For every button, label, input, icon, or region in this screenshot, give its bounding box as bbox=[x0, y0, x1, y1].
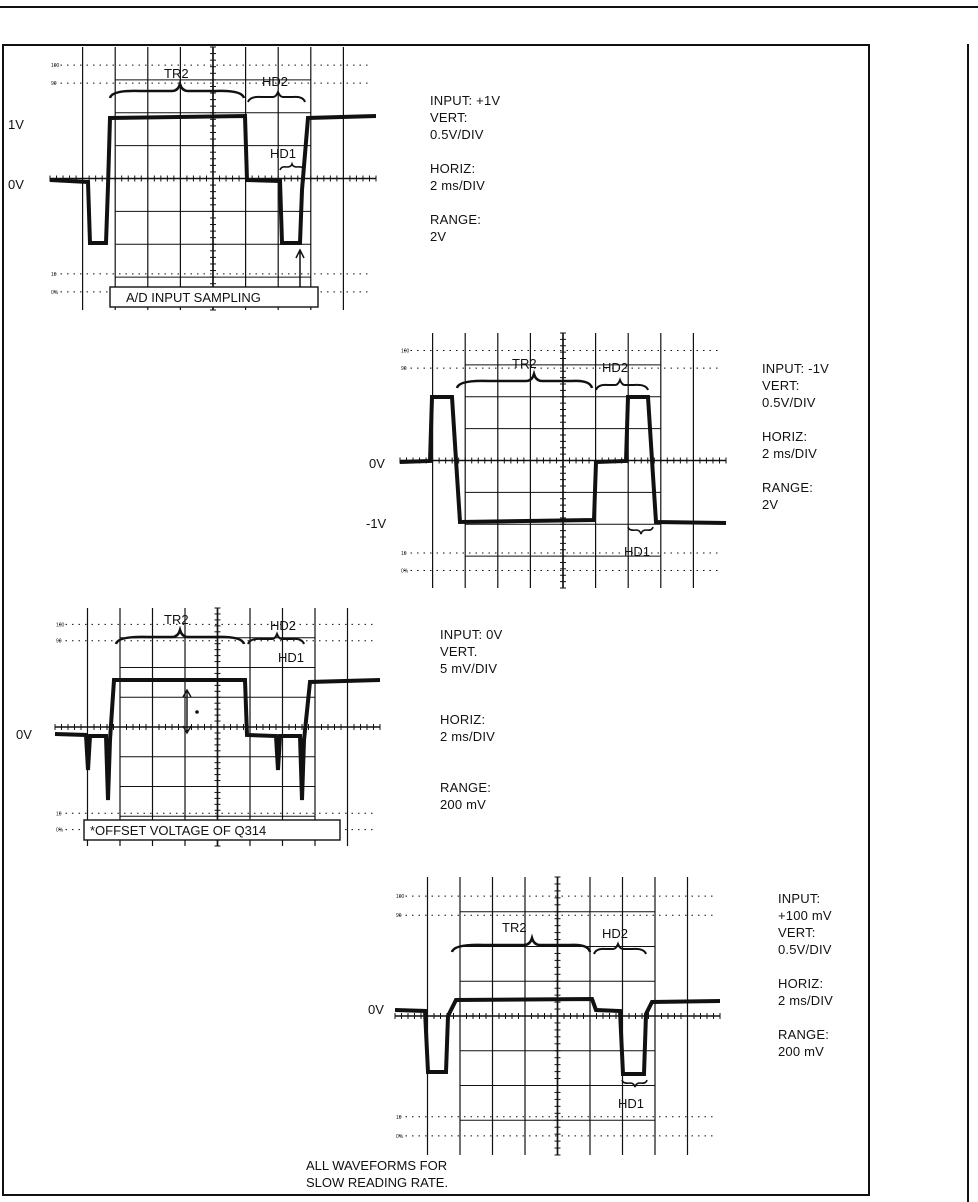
hd2-label: HD2 bbox=[602, 926, 629, 941]
graticule-percent-mark: 100 bbox=[396, 894, 405, 901]
graticule-percent-mark: 10 bbox=[396, 1114, 402, 1121]
graticule-zero bbox=[55, 608, 380, 846]
vert-value: 0.5V/DIV bbox=[778, 942, 832, 957]
hd2-label: HD2 bbox=[270, 618, 297, 633]
level-label-1v: 1V bbox=[8, 117, 24, 132]
graticule-percent-mark: 10 bbox=[51, 271, 57, 278]
range-value: 200 mV bbox=[778, 1044, 825, 1059]
scope-plus1v bbox=[50, 47, 376, 310]
footer-line-2: SLOW READING RATE. bbox=[306, 1175, 449, 1190]
horiz-label: HORIZ: bbox=[762, 429, 808, 444]
level-label-minus1v: -1V bbox=[366, 516, 387, 531]
footer-note bbox=[306, 1157, 448, 1191]
horiz-value: 2 ms/DIV bbox=[440, 729, 496, 744]
settings-zero bbox=[440, 626, 502, 813]
scope-minus1v bbox=[400, 333, 726, 588]
graticule-minus1v bbox=[400, 333, 726, 588]
scope-zero bbox=[55, 608, 380, 846]
input-value: INPUT: -1V bbox=[762, 361, 830, 376]
hd1-label: HD1 bbox=[618, 1096, 645, 1111]
level-label-0v: 0V bbox=[8, 177, 24, 192]
tr2-label: TR2 bbox=[512, 356, 537, 371]
graticule-percent-mark: 90 bbox=[396, 913, 402, 920]
brace-tr2-plus1v bbox=[110, 84, 244, 98]
vert-label: VERT. bbox=[440, 644, 478, 659]
hd1-label: HD1 bbox=[278, 650, 305, 665]
brace-hd2-minus1v bbox=[596, 380, 648, 390]
brace-hd2-plus100mv bbox=[594, 944, 646, 954]
hd2-label: HD2 bbox=[262, 74, 289, 89]
caption-offset: *OFFSET VOLTAGE OF Q314 bbox=[90, 823, 267, 838]
range-value: 2V bbox=[762, 497, 779, 512]
brace-hd1-plus1v bbox=[280, 164, 304, 170]
input-label: INPUT: bbox=[778, 891, 821, 906]
vert-value: 5 mV/DIV bbox=[440, 661, 498, 676]
input-value: INPUT: +1V bbox=[430, 93, 501, 108]
scope-plus100mv bbox=[395, 877, 720, 1155]
tr2-label: TR2 bbox=[502, 920, 527, 935]
range-label: RANGE: bbox=[762, 480, 814, 495]
level-label-0v: 0V bbox=[368, 1002, 384, 1017]
graticule-percent-mark: 90 bbox=[401, 366, 407, 373]
hd1-label: HD1 bbox=[624, 544, 651, 559]
graticule-percent-mark: 10 bbox=[56, 811, 62, 818]
input-value: INPUT: 0V bbox=[440, 627, 503, 642]
hd1-label: HD1 bbox=[270, 146, 297, 161]
range-value: 200 mV bbox=[440, 797, 487, 812]
footer-line-1: ALL WAVEFORMS FOR bbox=[306, 1158, 448, 1173]
hd2-label: HD2 bbox=[602, 360, 629, 375]
graticule-plus100mv bbox=[395, 877, 720, 1155]
brace-hd2-zero bbox=[248, 634, 304, 644]
range-label: RANGE: bbox=[430, 212, 482, 227]
offset-marker bbox=[195, 710, 199, 714]
vert-value: 0.5V/DIV bbox=[430, 127, 484, 142]
brace-tr2-plus100mv bbox=[452, 938, 590, 952]
graticule-percent-mark: 100 bbox=[56, 622, 65, 629]
graticule-percent-mark: 10 bbox=[401, 550, 407, 557]
vert-label: VERT: bbox=[762, 378, 800, 393]
vert-value: 0.5V/DIV bbox=[762, 395, 816, 410]
brace-tr2-zero bbox=[116, 630, 244, 644]
level-label-0v: 0V bbox=[369, 456, 385, 471]
arrow-sampling bbox=[296, 250, 304, 290]
graticule-percent-mark: 0% bbox=[396, 1133, 404, 1140]
range-label: RANGE: bbox=[440, 780, 492, 795]
graticule-percent-mark: 0% bbox=[401, 568, 409, 575]
vert-label: VERT: bbox=[778, 925, 816, 940]
caption-sampling: A/D INPUT SAMPLING bbox=[126, 290, 261, 305]
horiz-value: 2 ms/DIV bbox=[778, 993, 834, 1008]
horiz-value: 2 ms/DIV bbox=[762, 446, 818, 461]
settings-plus1v bbox=[430, 92, 500, 245]
horiz-value: 2 ms/DIV bbox=[430, 178, 486, 193]
horiz-label: HORIZ: bbox=[778, 976, 824, 991]
graticule-percent-mark: 90 bbox=[56, 638, 62, 645]
vert-label: VERT: bbox=[430, 110, 468, 125]
settings-plus100mv bbox=[778, 890, 833, 1060]
brace-hd2-plus1v bbox=[248, 92, 305, 102]
brace-hd1-minus1v bbox=[628, 527, 653, 534]
graticule-percent-mark: 0% bbox=[56, 827, 64, 834]
horiz-label: HORIZ: bbox=[440, 712, 486, 727]
graticule-percent-mark: 90 bbox=[51, 81, 57, 88]
range-label: RANGE: bbox=[778, 1027, 830, 1042]
range-value: 2V bbox=[430, 229, 447, 244]
level-label-0v: 0V bbox=[16, 727, 32, 742]
tr2-label: TR2 bbox=[164, 66, 189, 81]
settings-minus1v bbox=[762, 360, 829, 513]
input-value: +100 mV bbox=[778, 908, 832, 923]
graticule-percent-mark: 0% bbox=[51, 289, 59, 296]
graticule-percent-mark: 100 bbox=[51, 63, 60, 70]
graticule-percent-mark: 100 bbox=[401, 348, 410, 355]
graticule-plus1v bbox=[50, 47, 376, 310]
horiz-label: HORIZ: bbox=[430, 161, 476, 176]
brace-tr2-minus1v bbox=[457, 374, 592, 388]
tr2-label: TR2 bbox=[164, 612, 189, 627]
